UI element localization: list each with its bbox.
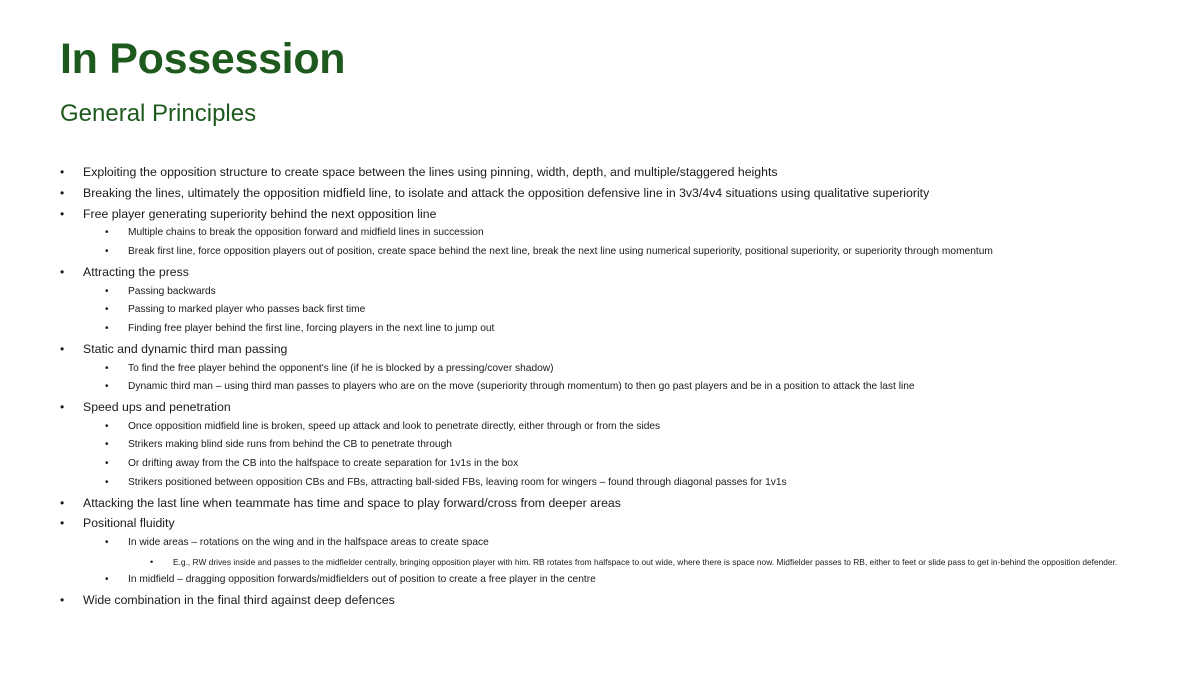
bullet-text: In wide areas – rotations on the wing and in the halfspace areas to create space xyxy=(128,537,489,549)
bullet-item-level-2 xyxy=(0,534,1200,553)
bullet-dot: • xyxy=(105,323,109,334)
bullet-dot: • xyxy=(150,556,154,567)
slide-subtitle: General Principles xyxy=(60,100,257,127)
bullet-dot: • xyxy=(60,206,65,221)
bullet-dot: • xyxy=(105,304,109,316)
bullet-dot: • xyxy=(105,537,109,549)
slide-title: In Possession xyxy=(60,35,346,83)
bullet-text: Attacking the last line when teammate has time and space to play forward/cross from deeper areas xyxy=(83,495,621,510)
bullet-text: E.g., RW drives inside and passes to the midfielder centrally, bringing opposition player with him. RB rotates from halfspace to out wide, where there is space now. Midfielder passes to RB, either to feet or slide pass to get in-behind the opposition defender. xyxy=(173,556,1118,567)
bullet-dot: • xyxy=(60,185,65,200)
bullet-text: Break first line, force opposition players out of position, create space behind the next line, break the next line using numerical superiority, positional superiority, or superiority through momentum xyxy=(128,246,993,258)
bullet-dot: • xyxy=(105,246,109,258)
bullet-item-level-1 xyxy=(0,513,1200,534)
bullet-text: Finding free player behind the first line, forcing players in the next line to jump out xyxy=(128,323,495,334)
bullet-dot: • xyxy=(105,227,109,239)
bullet-dot: • xyxy=(105,285,109,297)
bullet-item-level-1 xyxy=(0,339,1200,360)
bullet-text: Passing to marked player who passes back first time xyxy=(128,304,366,316)
bullet-dot: • xyxy=(105,362,109,374)
bullet-item-level-2 xyxy=(0,455,1200,474)
bullet-item-level-2 xyxy=(0,418,1200,437)
bullet-item-level-2 xyxy=(0,571,1200,590)
bullet-item-level-2 xyxy=(0,378,1200,397)
bullet-dot: • xyxy=(60,495,65,510)
bullet-item-level-2 xyxy=(0,436,1200,455)
bullet-text: Strikers making blind side runs from behind the CB to penetrate through xyxy=(128,439,452,451)
bullet-dot: • xyxy=(60,165,65,179)
bullet-item-level-1 xyxy=(0,493,1200,514)
bullet-list xyxy=(0,162,1200,611)
bullet-dot: • xyxy=(105,458,109,470)
bullet-item-level-2 xyxy=(0,243,1200,262)
bullet-item-level-1 xyxy=(0,183,1200,204)
bullet-dot: • xyxy=(60,264,65,279)
bullet-item-level-2 xyxy=(0,224,1200,243)
bullet-text: Once opposition midfield line is broken, speed up attack and look to penetrate directly, either through or from the sides xyxy=(128,420,661,432)
bullet-text: Breaking the lines, ultimately the opposition midfield line, to isolate and attack the opposition defensive line in 3v3/4v4 situations using qualitative superiority xyxy=(83,185,930,200)
bullet-dot: • xyxy=(60,399,65,414)
bullet-text: Positional fluidity xyxy=(83,516,175,531)
bullet-dot: • xyxy=(105,381,109,393)
bullet-dot: • xyxy=(60,341,65,356)
bullet-item-level-1 xyxy=(0,262,1200,283)
bullet-text: Or drifting away from the CB into the halfspace to create separation for 1v1s in the box xyxy=(128,458,519,470)
bullet-item-level-2 xyxy=(0,301,1200,320)
bullet-dot: • xyxy=(60,593,65,608)
bullet-text: Free player generating superiority behind the next opposition line xyxy=(83,206,437,221)
bullet-text: Passing backwards xyxy=(128,285,216,297)
bullet-dot: • xyxy=(60,516,65,531)
bullet-text: To find the free player behind the opponent's line (if he is blocked by a pressing/cover shadow) xyxy=(128,362,554,374)
bullet-item-level-3 xyxy=(0,553,1128,572)
bullet-text: Static and dynamic third man passing xyxy=(83,341,288,356)
bullet-dot: • xyxy=(105,574,109,586)
bullet-item-level-1 xyxy=(0,590,1200,611)
bullet-dot: • xyxy=(105,439,109,451)
bullet-text: Dynamic third man – using third man passes to players who are on the move (superiority through momentum) to then go past players and be in a position to attack the last line xyxy=(128,381,915,393)
bullet-item-level-1 xyxy=(0,397,1200,418)
bullet-item-level-1 xyxy=(0,204,1200,225)
bullet-text: Multiple chains to break the opposition forward and midfield lines in succession xyxy=(128,227,484,239)
bullet-item-level-1 xyxy=(0,162,1200,183)
bullet-item-level-2 xyxy=(0,283,1200,302)
bullet-text: Attracting the press xyxy=(83,264,189,279)
bullet-dot: • xyxy=(105,420,109,432)
bullet-text: Exploiting the opposition structure to create space between the lines using pinning, width, depth, and multiple/staggered heights xyxy=(83,165,778,179)
bullet-text: Speed ups and penetration xyxy=(83,399,231,414)
bullet-dot: • xyxy=(105,476,109,488)
bullet-item-level-2 xyxy=(0,474,1200,493)
bullet-item-level-2 xyxy=(0,320,1200,339)
bullet-text: Wide combination in the final third against deep defences xyxy=(83,593,395,608)
bullet-item-level-2 xyxy=(0,360,1200,379)
bullet-text: In midfield – dragging opposition forwards/midfielders out of position to create a free player in the centre xyxy=(128,574,596,586)
bullet-text: Strikers positioned between opposition CBs and FBs, attracting ball-sided FBs, leaving room for wingers – found through diagonal passes for 1v1s xyxy=(128,476,787,488)
